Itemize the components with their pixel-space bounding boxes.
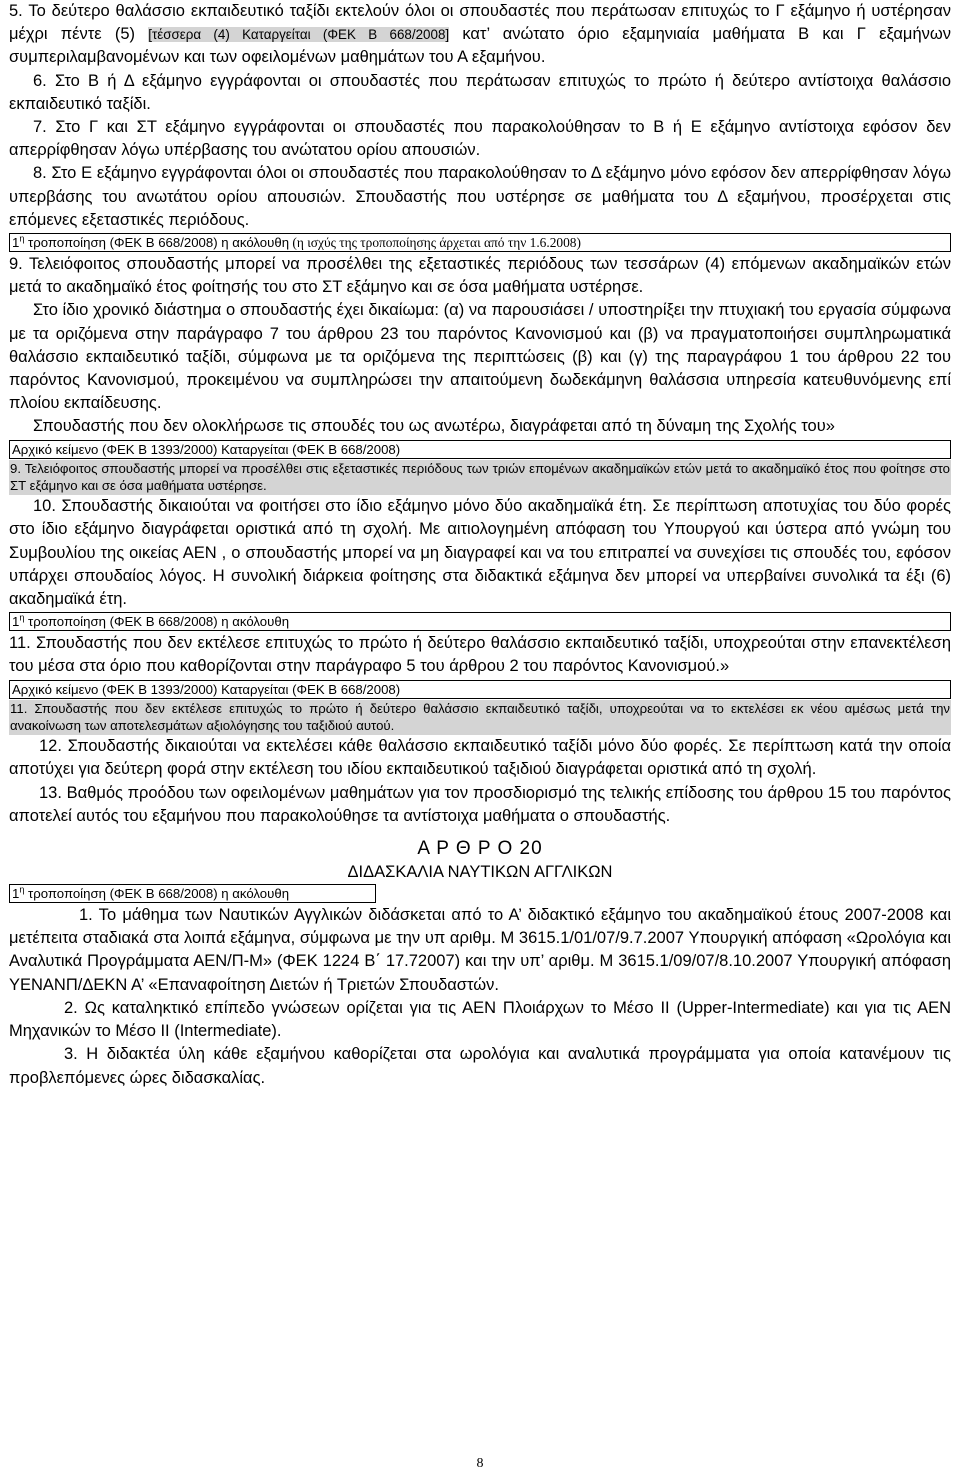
paragraph-8: 8. Στο Ε εξάμηνο εγγράφονται όλοι οι σπουδαστές που παρακολούθησαν το Δ εξάμηνο μόνο εφόσον δεν απερρίφθησαν λόγω υπερβάσης του ανωτάτου ορίου απουσιών. Σπουδαστής που υστέρησε σε μαθήματα του Δ εξαμήνου, προσέρχεται στις επόμενες εξεταστικές περιόδους. (9, 164, 951, 229)
article-item-3: 3. Η διδακτέα ύλη κάθε εξαμήνου καθορίζεται στα ωρολόγια και αναλυτικά προγράμματα για οποία κατανέμουν τις προβλεπόμενες ώρες διδασκαλίας. (9, 1045, 951, 1087)
original-paragraph-9: 9. Τελειόφοιτος σπουδαστής μπορεί να προσέλθει στις εξεταστικές περιόδους των τριών επομένων ακαδημαϊκών ετών μετά το ακαδημαϊκό έτος που φοίτησε στο ΣΤ εξάμηνο και σε όσα μαθήματα υστέρησε. (10, 460, 950, 494)
original-text-note: Αρχικό κείμενο (ΦΕΚ Β 1393/2000) Καταργείται (ΦΕΚ Β 668/2008) (9, 680, 951, 699)
amendment-note: $1^\eta$ τροποποίηση (ΦΕΚ Β 668/2008) η ακόλουθη (9, 884, 376, 903)
amendment-note: $1^\eta$ τροποποίηση (ΦΕΚ Β 668/2008) η ακόλουθη (9, 612, 951, 631)
article-subtitle: ΔΙΔΑΣΚΑΛΙΑ ΝΑΥΤΙΚΩΝ ΑΓΓΛΙΚΩΝ (347, 863, 613, 882)
paragraph-9: 9. Τελειόφοιτος σπουδαστής μπορεί να προσέλθει της εξεταστικές περιόδους των τεσσάρων (4) επόμενων ακαδημαϊκών ετών μετά το ακαδημαϊκό έτος φοίτησής του στο ΣΤ εξάμηνο και σε όσα μαθήματα υστέρησε. (9, 255, 951, 297)
paragraph-13: 13. Βαθμός προόδου των οφειλομένων μαθημάτων για τον προσδιορισμό της τελικής επίδοσης του άρθρου 15 του παρόντος αποτελεί αυτός του εξαμήνου που παρακολούθησε τα αντίστοιχα μαθήματα ο σπουδαστής. (9, 783, 951, 825)
paragraph-6: 6. Στο Β ή Δ εξάμηνο εγγράφονται οι σπουδαστές που περάτωσαν επιτυχώς το πρώτο ή δεύτερο αντίστοιχα θαλάσσιο εκπαιδευτικό ταξίδι. (9, 71, 951, 113)
article-title: Α Ρ Θ Ρ Ο 20 (417, 838, 543, 860)
paragraph-11: 11. Σπουδαστής που δεν εκτέλεσε επιτυχώς το πρώτο ή δεύτερο θαλάσσιο εκπαιδευτικό ταξίδι, υποχρεούται στην επανεκτέλεση του μέσα στα όριο που καθορίζονται στην παράγραφο 5 του άρθρου 2 του παρόντος Κανονισμού.» (9, 634, 951, 676)
article-item-2: 2. Ως καταληκτικό επίπεδο γνώσεων ορίζεται για τις ΑΕΝ Πλοιάρχων το Μέσο ΙΙ (Upper-Intermediate) και για τις ΑΕΝ Μηχανικών το Μέσο ΙΙ (Intermediate). (9, 998, 951, 1041)
amendment-inline: [τέσσερα (4) Καταργείται (ΦΕΚ Β 668/2008] (148, 27, 450, 43)
paragraph-9-c: Σπουδαστής που δεν ολοκλήρωσε τις σπουδές του ως ανωτέρω, διαγράφεται από τη δύναμη της Σχολής του» (33, 417, 835, 436)
document-page (9, 0, 951, 1090)
paragraph-5: 5. Το δεύτερο θαλάσσιο εκπαιδευτικό ταξίδι εκτελούν όλοι οι σπουδαστές που περάτωσαν επιτυχώς το Γ εξάμηνο ή υστέρησαν μέχρι πέντε (5) [τέσσερα (4) Καταργείται (ΦΕΚ Β 668/2008] κατ’ ανώτατο όριο εξαμηνιαία μαθήματα Β και Γ εξαμήνων συμπεριλαμβανομένων και των οφειλομένων μαθημάτων του Α εξαμήνου. (9, 2, 951, 67)
amendment-note: $1^\eta$ τροποποίηση (ΦΕΚ Β 668/2008) η ακόλουθη (η ισχύς της τροποποίησης άρχεται από την 1.6.2008) (9, 233, 951, 252)
paragraph-9-b: Στο ίδιο χρονικό διάστημα ο σπουδαστής έχει δικαίωμα: (α) να παρουσιάσει / υποστηρίξει την πτυχιακή του εργασία σύμφωνα με τα οριζόμενα στην παράγραφο 7 του άρθρου 23 του παρόντος Κανονισμού και (β) να πραγματοποιήσει συμπληρωματικά θαλάσσιο εκπαιδευτικό ταξίδι, σύμφωνα με τα οριζόμενα της περιπτώσεις (β) και (γ) της παραγράφου 1 του άρθρου 22 του παρόντος Κανονισμού, προκειμένου να συμπληρώσει την απαιτούμενη δωδεκάμηνη θαλάσσια υπηρεσία κατευθυνόμενης επί πλοίου εκπαίδευσης. (9, 301, 951, 413)
article-item-1: 1. Το μάθημα των Ναυτικών Αγγλικών διδάσκεται από το Α’ διδακτικό εξάμηνο του ακαδημαϊκού έτους 2007-2008 και μετέπειτα σταδιακά στα λοιπά εξάμηνα, σύμφωνα με την υπ αριθμ. Μ 3615.1/01/07/9.7.2007 Υπουργική απόφαση «Ωρολόγια και Αναλυτικά Προγράμματα ΑΕΝ/Π-Μ» (ΦΕΚ 1224 Β΄ 17.72007) και την υπ’ αριθμ. Μ 3615.1/09/07/8.10.2007 Υπουργική απόφαση ΥΕΝΑΝΠ/ΔΕΚΝ Α’ «Επαναφοίτηση Διετών ή Τριετών Σπουδαστών. (9, 906, 951, 994)
page-number: 8 (476, 1456, 484, 1471)
paragraph-12: 12. Σπουδαστής δικαιούται να εκτελέσει κάθε θαλάσσιο εκπαιδευτικό ταξίδι μόνο δύο φορές. Σε περίπτωση κατά την οποία αποτύχει για δεύτερη φορά στην εκτέλεση του ιδίου εκπαιδευτικού ταξιδιού διαγράφεται οριστικά από τη σχολή. (9, 737, 951, 779)
original-text-note: Αρχικό κείμενο (ΦΕΚ Β 1393/2000) Καταργείται (ΦΕΚ Β 668/2008) (9, 440, 951, 459)
paragraph-10: 10. Σπουδαστής δικαιούται να φοιτήσει στο ίδιο εξάμηνο μόνο δύο ακαδημαϊκά έτη. Σε περίπτωση αποτυχίας του δύο φορές στο ίδιο εξάμηνο διαγράφεται οριστικά από τη σχολή. Με αιτιολογημένη απόφαση του Υπουργού και ύστερα από γνώμη του Συμβουλίου της οικείας ΑΕΝ , ο σπουδαστής μπορεί να μη διαγραφεί και να του επιτραπεί να συνεχίσει τις σπουδές του, εφόσον υπάρχει σπουδαίος λόγος. Η συνολική διάρκεια φοίτησης στα διδακτικά εξάμηνα δεν μπορεί να υπερβαίνει συνολικά τα έξι (6) ακαδημαϊκά έτη. (9, 497, 951, 609)
paragraph-7: 7. Στο Γ και ΣΤ εξάμηνο εγγράφονται οι σπουδαστές που παρακολούθησαν το Β ή Ε εξάμηνο αντίστοιχα εφόσον δεν απερρίφθησαν λόγω υπέρβασης του ανώτατου ορίου απουσιών. (9, 118, 951, 160)
original-paragraph-11: 11. Σπουδαστής που δεν εκτέλεσε επιτυχώς το πρώτο ή δεύτερο θαλάσσιο εκπαιδευτικό ταξίδι, υποχρεούται να το εκτελέσει εκ νέου αμέσως μετά την ανακοίνωση των αποτελεσμάτων αξιολόγησης του ταξιδιού αυτού. (10, 700, 950, 734)
